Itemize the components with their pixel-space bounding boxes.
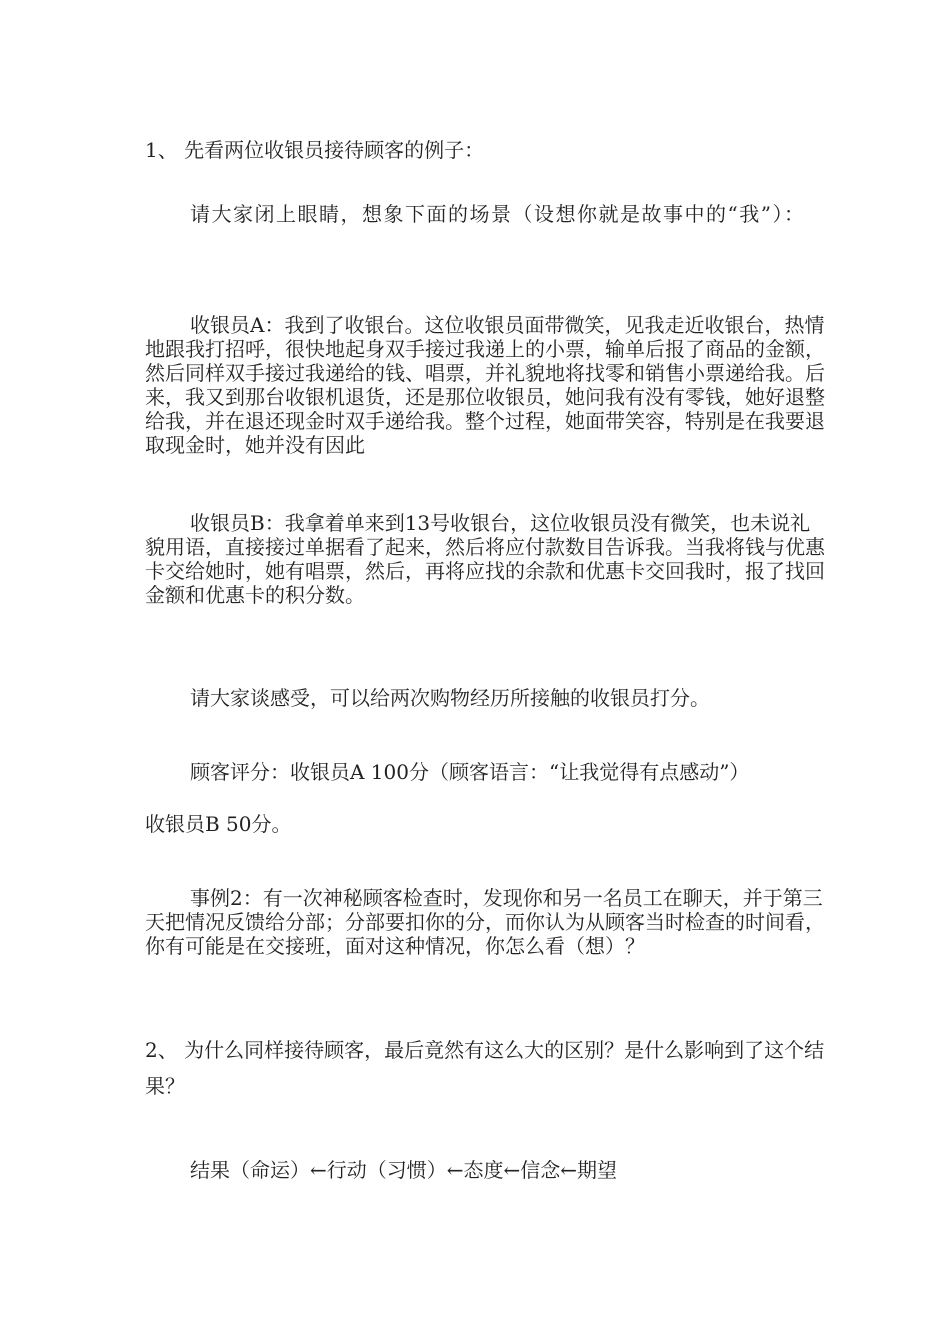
paragraph-case-2: 事例2：有一次神秘顾客检查时，发现你和另一名员工在聊天，并于第三天把情况反馈给分部；分部要扣你的分，而你认为从顾客当时检查的时间看，你有可能是在交接班，面对这种情况，你怎么看（想）？ bbox=[145, 886, 825, 958]
paragraph-customer-score: 顾客评分：收银员A 100分（顾客语言：“让我觉得有点感动”） bbox=[190, 760, 750, 784]
paragraph-share-feelings: 请大家谈感受，可以给两次购物经历所接触的收银员打分。 bbox=[190, 686, 710, 710]
paragraph-cashier-b-score: 收银员B 50分。 bbox=[145, 812, 292, 836]
paragraph-cashier-a: 收银员A：我到了收银台。这位收银员面带微笑，见我走近收银台，热情地跟我打招呼，很快地起身双手接过我递上的小票，输单后报了商品的金额，然后同样双手接过我递给的钱、唱票，并礼貌地将找零和销售小票递给我。后来，我又到那台收银机退货，还是那位收银员，她问我有没有零钱，她好退整给我，并在退还现金时双手递给我。整个过程，她面带笑容，特别是在我要退取现金时，她并没有因此 bbox=[145, 313, 825, 457]
section-heading-2: 2、 为什么同样接待顾客，最后竟然有这么大的区别？是什么影响到了这个结果？ bbox=[145, 1038, 825, 1098]
paragraph-result-chain: 结果（命运）←行动（习惯）←态度←信念←期望 bbox=[190, 1158, 618, 1182]
paragraph-cashier-b: 收银员B：我拿着单来到13号收银台，这位收银员没有微笑，也未说礼貌用语，直接接过单据看了起来，然后将应付款数目告诉我。当我将钱与优惠卡交给她时，她有唱票，然后，再将应找的余款和优惠卡交回我时，报了找回金额和优惠卡的积分数。 bbox=[145, 511, 825, 607]
paragraph-close-eyes: 请大家闭上眼睛，想象下面的场景（设想你就是故事中的“我”）： bbox=[190, 202, 806, 226]
section-heading-1: 1、 先看两位收银员接待顾客的例子： bbox=[145, 138, 485, 162]
